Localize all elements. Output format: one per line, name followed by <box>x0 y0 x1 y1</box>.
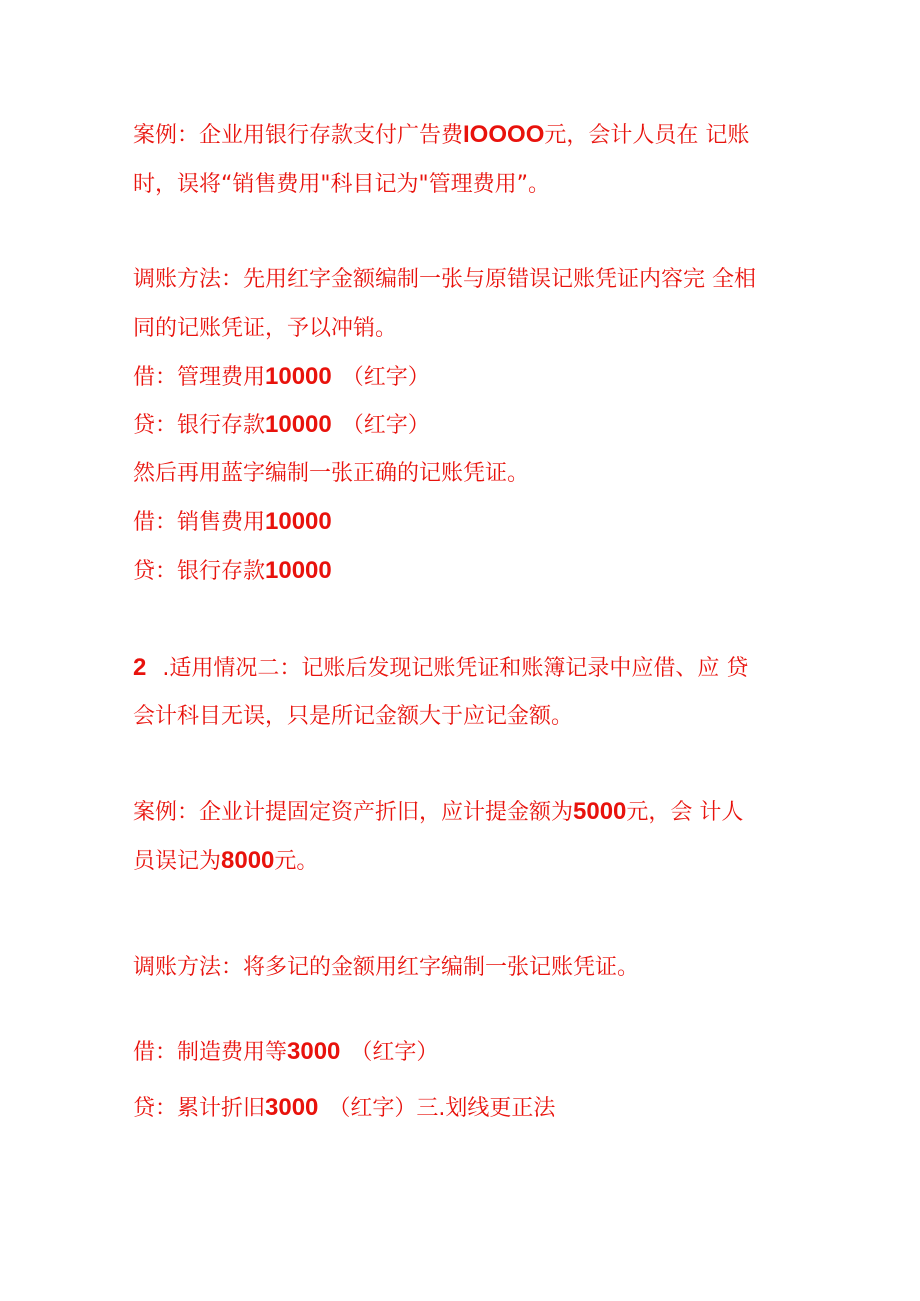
case1-line1 <box>133 120 749 151</box>
account: 借：管理费用 <box>133 365 266 390</box>
amount: IOOOO <box>463 121 545 148</box>
note: （红字） <box>350 1040 439 1065</box>
account: 贷：累计折旧 <box>133 1096 266 1121</box>
entry-debit-1 <box>133 362 430 393</box>
account: 贷：银行存款 <box>133 559 266 584</box>
account: 借：销售费用 <box>133 510 266 535</box>
case2-line2 <box>133 846 318 877</box>
amount: 10000 <box>265 363 332 390</box>
note: （红字） <box>341 413 430 438</box>
text-segment: 调账方法：将多记的金额用红字编制一张记账凭证。 <box>133 955 640 980</box>
amount: 3000 <box>265 1094 319 1121</box>
section2-heading-line2 <box>133 702 573 732</box>
note: （红字） <box>341 365 430 390</box>
method1-line1 <box>133 265 756 295</box>
text-segment: 员误记为 <box>133 849 222 874</box>
amount: 10000 <box>265 557 332 584</box>
amount: 8000 <box>221 847 275 874</box>
entry-debit-2 <box>133 507 332 538</box>
case1-line2 <box>133 170 550 200</box>
entry-credit-3 <box>133 1093 555 1124</box>
section-number: 2 <box>133 654 147 681</box>
text-segment: 元。 <box>274 849 319 874</box>
amount: 10000 <box>265 508 332 535</box>
text-segment: 时，误将“销售费用"科目记为"管理费用”。 <box>133 172 551 197</box>
section2-heading-line1 <box>133 653 748 684</box>
text-segment: .适用情况二：记账后发现记账凭证和账簿记录中应借、应 贷 <box>162 656 749 681</box>
account: 借：制造费用等 <box>133 1040 288 1065</box>
text-segment: 同的记账凭证，予以冲销。 <box>133 316 398 341</box>
entry-credit-2 <box>133 556 332 587</box>
method1-line3 <box>133 459 529 489</box>
text-segment: 调账方法：先用红字金额编制一张与原错误记账凭证内容完 全相 <box>133 267 756 292</box>
amount: 3000 <box>287 1038 341 1065</box>
method1-line2 <box>133 314 397 344</box>
text-segment: 案例：企业计提固定资产折旧，应计提金额为 <box>133 800 574 825</box>
amount: 5000 <box>573 798 627 825</box>
entry-credit-1 <box>133 410 430 441</box>
note: （红字）三.划线更正法 <box>328 1096 556 1121</box>
account: 贷：银行存款 <box>133 413 266 438</box>
method2-line1 <box>133 953 639 983</box>
text-segment: 会计科目无误，只是所记金额大于应记金额。 <box>133 704 574 729</box>
text-segment: 然后再用蓝字编制一张正确的记账凭证。 <box>133 461 530 486</box>
text-segment: 元，会 计人 <box>626 800 744 825</box>
case2-line1 <box>133 797 743 828</box>
text-segment: 元，会计人员在 记账 <box>544 123 750 148</box>
text-segment: 案例：企业用银行存款支付广告费 <box>133 123 464 148</box>
entry-debit-3 <box>133 1037 438 1068</box>
amount: 10000 <box>265 411 332 438</box>
